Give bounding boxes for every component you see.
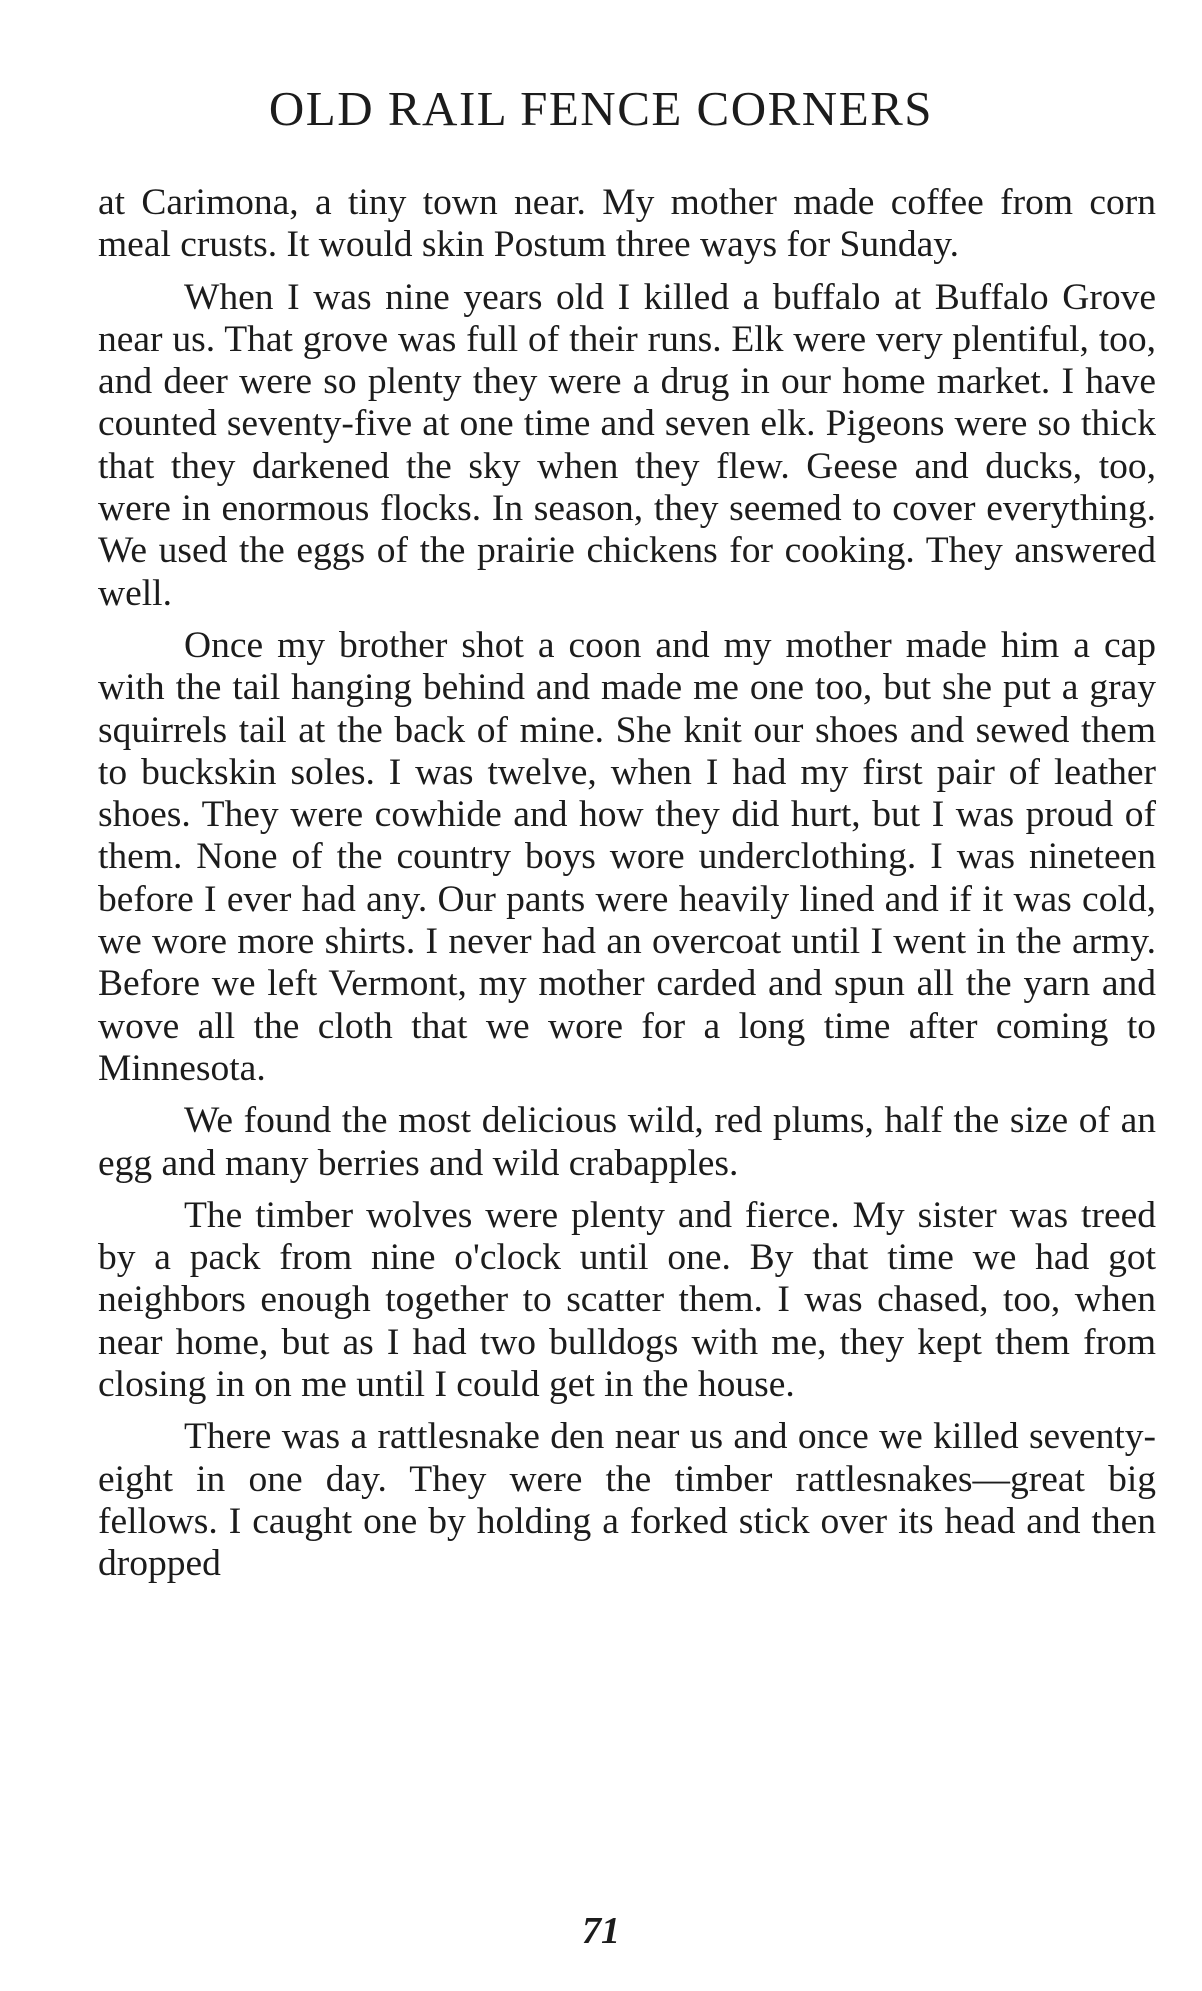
page-number: 71: [582, 1910, 620, 1952]
paragraph-6: There was a rattlesnake den near us and once we killed seventy-eight in one day. They were the timber rattlesnakes—great big fellows. I caught one by holding a forked stick over its head and then dropped: [98, 1416, 1156, 1585]
running-head: OLD RAIL FENCE CORNERS: [268, 81, 934, 136]
paragraph-1: at Carimona, a tiny town near. My mother made coffee from corn meal crusts. It would skin Postum three ways for Sunday.: [98, 182, 1156, 266]
body-text: [98, 182, 1156, 1596]
paragraph-3: Once my brother shot a coon and my mother made him a cap with the tail hanging behind and made me one too, but she put a gray squirrels tail at the back of mine. She knit our shoes and sewed them to buckskin soles. I was twelve, when I had my first pair of leather shoes. They were cowhide and how they did hurt, but I was proud of them. None of the country boys wore underclothing. I was nineteen before I ever had any. Our pants were heavily lined and if it was cold, we wore more shirts. I never had an overcoat until I went in the army. Before we left Vermont, my mother carded and spun all the yarn and wove all the cloth that we wore for a long time after coming to Minnesota.: [98, 624, 1156, 1089]
paragraph-2: When I was nine years old I killed a buffalo at Buffalo Grove near us. That grove was full of their runs. Elk were very plentiful, too, and deer were so plenty they were a drug in our home market. I have counted seventy-five at one time and seven elk. Pigeons were so thick that they darkened the sky when they flew. Geese and ducks, too, were in enormous flocks. In season, they seemed to cover everything. We used the eggs of the prairie chickens for cooking. They answered well.: [98, 276, 1156, 614]
paragraph-4: We found the most delicious wild, red plums, half the size of an egg and many berries and wild crabapples.: [98, 1100, 1156, 1184]
paragraph-5: The timber wolves were plenty and fierce. My sister was treed by a pack from nine o'clock until one. By that time we had got neighbors enough together to scatter them. I was chased, too, when near home, but as I had two bulldogs with me, they kept them from closing in on me until I could get in the house.: [98, 1194, 1156, 1406]
